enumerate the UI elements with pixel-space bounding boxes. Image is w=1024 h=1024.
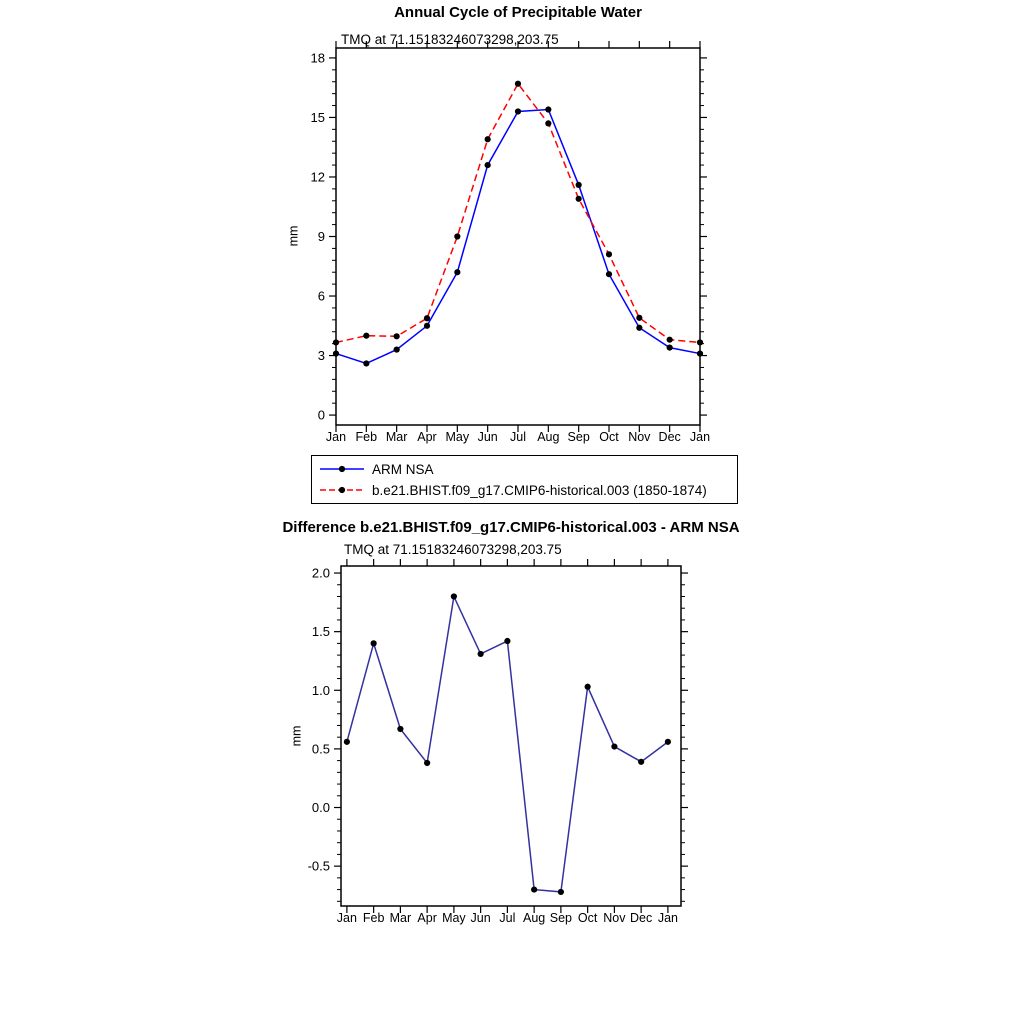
bottom-chart-x-tick-label: Feb — [362, 911, 385, 925]
bottom-chart-x-tick-label: Aug — [523, 911, 546, 925]
top-chart-y-tick-label: 6 — [317, 288, 325, 304]
top-chart-series-1-marker — [697, 339, 703, 345]
legend — [311, 455, 738, 504]
bottom-chart-y-tick-label: 1.0 — [311, 682, 330, 698]
bottom-chart-x-tick-label: Dec — [630, 911, 653, 925]
legend-label-arm-nsa: ARM NSA — [372, 461, 434, 477]
bottom-chart-y-axis-label: mm — [289, 725, 304, 747]
bottom-chart-frame — [341, 566, 681, 906]
top-chart-series-0-marker — [576, 182, 582, 188]
bottom-chart-x-tick-label: Nov — [603, 911, 626, 925]
legend-label-model: b.e21.BHIST.f09_g17.CMIP6-historical.003 (1850-1874) — [372, 482, 707, 498]
top-chart-series-0-marker — [515, 108, 521, 114]
top-chart-series-1-line — [336, 84, 700, 343]
top-chart-x-tick-label: Apr — [417, 430, 437, 444]
bottom-chart-series-0-marker — [531, 886, 537, 892]
legend-row-model — [312, 481, 737, 499]
bottom-chart-x-tick-label: Sep — [549, 911, 573, 925]
top-chart-series-0-marker — [454, 269, 460, 275]
arm-nsa-line-swatch-icon — [318, 462, 366, 476]
top-chart-series-1-marker — [363, 333, 369, 339]
bottom-chart-y-tick-label: 1.5 — [311, 624, 330, 640]
top-chart-x-tick-label: Dec — [658, 430, 681, 444]
top-chart-series-1-marker — [485, 136, 491, 142]
top-chart-x-tick-label: Jan — [325, 430, 347, 444]
top-chart-subtitle: TMQ at 71.15183246073298,203.75 — [341, 32, 559, 47]
top-chart-x-tick-label: Nov — [628, 430, 651, 444]
bottom-chart-x-tick-label: May — [442, 911, 466, 925]
bottom-chart-series-0-marker — [638, 759, 644, 765]
top-chart-y-tick-label: 12 — [310, 169, 325, 185]
top-chart-series-0-marker — [545, 106, 551, 112]
bottom-chart-y-tick-label: 2.0 — [311, 565, 330, 581]
bottom-chart-y-tick-label: 0.5 — [311, 741, 330, 757]
bottom-chart-y-axis-ticks — [308, 566, 688, 902]
top-chart-x-tick-label: Aug — [537, 430, 560, 444]
top-chart-series-1-marker — [515, 81, 521, 87]
bottom-chart-x-tick-label: Jan — [657, 911, 678, 925]
top-chart-x-tick-label: Feb — [355, 430, 378, 444]
top-chart-series-1-marker — [667, 337, 673, 343]
top-chart-y-axis-ticks — [311, 50, 707, 422]
model-line-swatch-icon — [318, 483, 366, 497]
top-chart-series-1-marker — [454, 233, 460, 239]
top-chart-series-1-marker — [545, 120, 551, 126]
bottom-chart-x-tick-label: Mar — [389, 911, 412, 925]
bottom-chart-series-0-marker — [504, 638, 510, 644]
bottom-chart-series-0-marker — [478, 651, 484, 657]
top-chart-y-tick-label: 3 — [317, 348, 325, 364]
bottom-chart-x-axis-ticks — [337, 559, 678, 925]
bottom-chart — [308, 559, 688, 925]
top-chart-series-0-marker — [606, 271, 612, 277]
top-chart-series-1-marker — [333, 339, 339, 345]
top-chart-y-tick-label: 0 — [317, 407, 325, 423]
top-chart-series-1-marker — [394, 333, 400, 339]
top-chart-x-tick-label: Jul — [510, 430, 526, 444]
bottom-chart-x-tick-label: Jan — [336, 911, 357, 925]
top-chart-series-0-marker — [697, 350, 703, 356]
top-chart-series-0-marker — [667, 345, 673, 351]
top-chart-x-tick-label: Mar — [385, 430, 408, 444]
top-chart-x-axis-ticks — [326, 41, 710, 444]
bottom-chart-x-tick-label: Jul — [499, 911, 516, 925]
bottom-chart-series-0-marker — [371, 640, 377, 646]
top-chart-series-1-marker — [606, 251, 612, 257]
top-chart-series-0-marker — [485, 162, 491, 168]
top-chart-y-tick-label: 15 — [310, 109, 325, 125]
top-chart-y-tick-label: 18 — [310, 50, 325, 66]
top-chart-frame — [336, 48, 700, 425]
bottom-chart-x-tick-label: Apr — [417, 911, 437, 925]
top-chart-series-0-marker — [636, 325, 642, 331]
top-chart-series-0-marker — [363, 360, 369, 366]
top-chart-series-1-marker — [576, 196, 582, 202]
top-chart-y-tick-label: 9 — [317, 229, 325, 244]
bottom-chart-x-tick-label: Jun — [470, 911, 491, 925]
top-chart-x-tick-label: Jan — [689, 430, 711, 444]
top-chart — [311, 41, 711, 444]
top-chart-series-0-marker — [424, 323, 430, 329]
bottom-chart-title: Difference b.e21.BHIST.f09_g17.CMIP6-historical.003 - ARM NSA — [282, 519, 740, 536]
top-chart-series-0-marker — [333, 350, 339, 356]
bottom-chart-x-tick-label: Oct — [577, 911, 598, 925]
bottom-chart-series-0-marker — [451, 593, 457, 599]
top-chart-x-tick-label: Sep — [567, 430, 590, 444]
bottom-chart-series-0-marker — [424, 760, 430, 766]
top-chart-x-tick-label: Oct — [599, 430, 619, 444]
bottom-chart-series-0-marker — [344, 739, 350, 745]
bottom-chart-series-0-marker — [665, 739, 671, 745]
top-chart-x-tick-label: May — [445, 430, 470, 444]
top-chart-x-tick-label: Jun — [477, 430, 498, 444]
bottom-chart-y-tick-label: -0.5 — [307, 858, 330, 874]
bottom-chart-series-0-marker — [611, 743, 617, 749]
bottom-chart-subtitle: TMQ at 71.15183246073298,203.75 — [344, 542, 562, 557]
top-chart-series-0-line — [336, 110, 700, 364]
top-chart-title: Annual Cycle of Precipitable Water — [394, 4, 642, 21]
legend-row-arm-nsa — [312, 460, 737, 478]
bottom-chart-y-tick-label: 0.0 — [311, 800, 330, 816]
top-chart-series-1-marker — [636, 315, 642, 321]
top-chart-y-axis-label: mm — [286, 225, 301, 247]
top-chart-series-1-marker — [424, 315, 430, 321]
bottom-chart-series-0-marker — [558, 889, 564, 895]
top-chart-series-0-marker — [394, 347, 400, 353]
bottom-chart-series-0-marker — [585, 684, 591, 690]
bottom-chart-series-0-marker — [397, 726, 403, 732]
